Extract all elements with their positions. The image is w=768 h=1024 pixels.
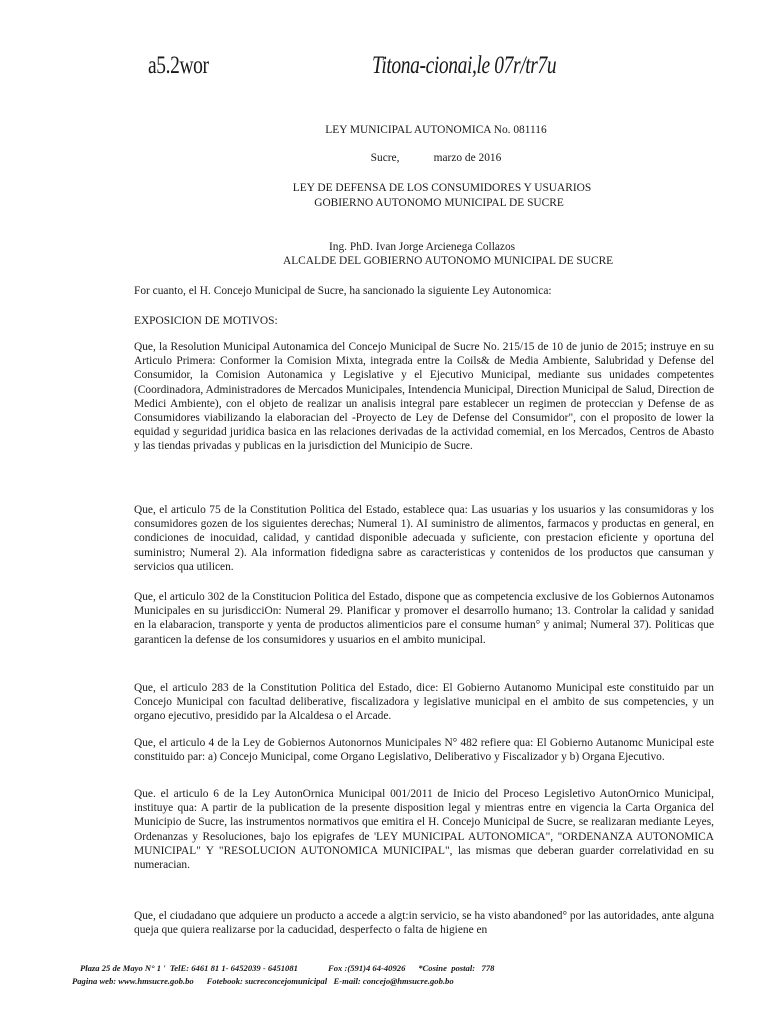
- law-title-line-1: LEY DE DEFENSA DE LOS CONSUMIDORES Y USUARIOS: [292, 182, 592, 194]
- section-heading: EXPOSICION DE MOTIVOS:: [134, 315, 278, 327]
- law-number: LEY MUNICIPAL AUTONOMICA No. 081116: [325, 124, 547, 136]
- paragraph-3: Que, el articulo 302 de la Constitucion Politica del Estado, dispone que as competencia exclusive de los Gobiernos Autonamos Municipales en su jurisdicciOn: Numeral 29. Planificar y promover el desarrollo humano; 13. Controlar la calidad y sanidad en la elabaracion, transporte y yenta de productos alimenticios pare el consume human° y animal; Numeral 37). Politicas que garanticen la defense de los consumidores y usuarios en el ambito municipal.: [134, 591, 714, 646]
- signatory-role: ALCALDE DEL GOBIERNO AUTONOMO MUNICIPAL DE SUCRE: [283, 255, 614, 267]
- paragraph-5: Que, el articulo 4 de la Ley de Gobiernos Autonornos Municipales N° 482 refiere qua: El Gobierno Autanomc Municipal este constituido par: a) Concejo Municipal, come Organo Legislativo, Deliberativo y Fiscalizador y b) Organa Ejecutivo.: [134, 737, 714, 764]
- footer-contact-line: Plaza 25 de Mayo N° 1 ' TelE: 6461 81 1- 6452039 - 6451081 Fox :(591)4 64-40926 *Cosine postal: 778: [80, 963, 495, 973]
- signatory-name: Ing. PhD. Ivan Jorge Arcienega Collazos: [329, 241, 516, 253]
- footer-web-line: Pagina web: www.hmsucre.gob.bo Fotebook: sucreconcejomunicipal E-mail: concejo@hmsucre.gob.bo: [72, 976, 454, 986]
- paragraph-6: Que. el articulo 6 de la Ley AutonOrnica Municipal 001/2011 de Inicio del Proceso Legisletivo AutonOrnico Municipal, instituye qua: A partir de la publication de la presente disposition legal y mientras entre en vigencia la Carta Organica del Municipio de Sucre, las instrumentos normativos que emitira el H. Concejo Municipal de Sucre, se realizaran mediante Leyes, Ordenanzas y Resoluciones, bajo los epigrafes de 'LEY MUNICIPAL AUTONOMICA", "ORDENANZA AUTONOMICA MUNICIPAL" Y "RESOLUCION AUTONOMICA MUNICIPAL", las mismas que deberan guarder correlatividad en su numeracian.: [134, 788, 714, 872]
- intro-paragraph: For cuanto, el H. Concejo Municipal de Sucre, ha sancionado la siguiente Ley Autonomica:: [134, 285, 552, 297]
- header-left-text: a5.2wor: [148, 52, 209, 79]
- law-date: Sucre, marzo de 2016: [370, 152, 502, 164]
- paragraph-2: Que, el articulo 75 de la Constitution Politica del Estado, establece qua: Las usuarias y los usuarios y las consumidoras y los consumidores gozen de los siguientes derechas; Numeral 1). AI suministro de alimentos, farmacos y productas en general, en condiciones de inocuidad, calidad, y cantidad disponible adecuada y suficiente, con prestacion eficiente y oportuna del suministro; Numeral 2). Ala information fidedigna sabre as caracteristicas y contenidos de los productos que cansuman y servicios qua utilicen.: [134, 504, 714, 573]
- paragraph-7: Que, el ciudadano que adquiere un producto a accede a algt:in servicio, se ha visto abandoned° por las autoridades, ante alguna queja que quiera realizarse por la caducidad, desperfecto o falta de higiene en: [134, 910, 714, 937]
- header-right-text: Titona-cionai,le 07r/tr7u: [372, 52, 557, 79]
- paragraph-4: Que, el articulo 283 de la Constitution Politica del Estado, dice: El Gobierno Autanomo Municipal este constituido par un Concejo Municipal con facultad deliberative, fiscalizadora y legislative municipal en el ambito de sus competencies, y un organo ejecutivo, presidido par la Alcaldesa o el Arcade.: [134, 682, 714, 723]
- law-title-line-2: GOBIERNO AUTONOMO MUNICIPAL DE SUCRE: [314, 197, 564, 209]
- paragraph-1: Que, la Resolution Municipal Autonamica del Concejo Municipal de Sucre No. 215/15 de 10 de junio de 2015; instruye en su Articulo Primera: Conformer la Comision Mixta, integrada entre la Coils& de Media Ambiente, Salubridad y Defense del Consumidor, la Comision Autonamica y Legislative y el Ejecutivo Municipal, mediante sus unidades competentes (Coordinadora, Administradores de Mercados Municipales, Intendencia Municipal, Direction Municipal de Salud, Direction de Medici Ambiente), con el objeto de realizar un analisis integral pare establecer un regimen de proteccian y Defense de as Consumidores viabilizando la elaboracian del -Proyecto de Ley de Defense del Consumidor", con el proposito de lower la equidad y seguridad juridica basica en las relaciones derivadas de la actividad comemial, en los Mercados, Centros de Abasto y las tiendas privadas y publicas en la jurisdiction del Municipio de Sucre.: [134, 341, 714, 453]
